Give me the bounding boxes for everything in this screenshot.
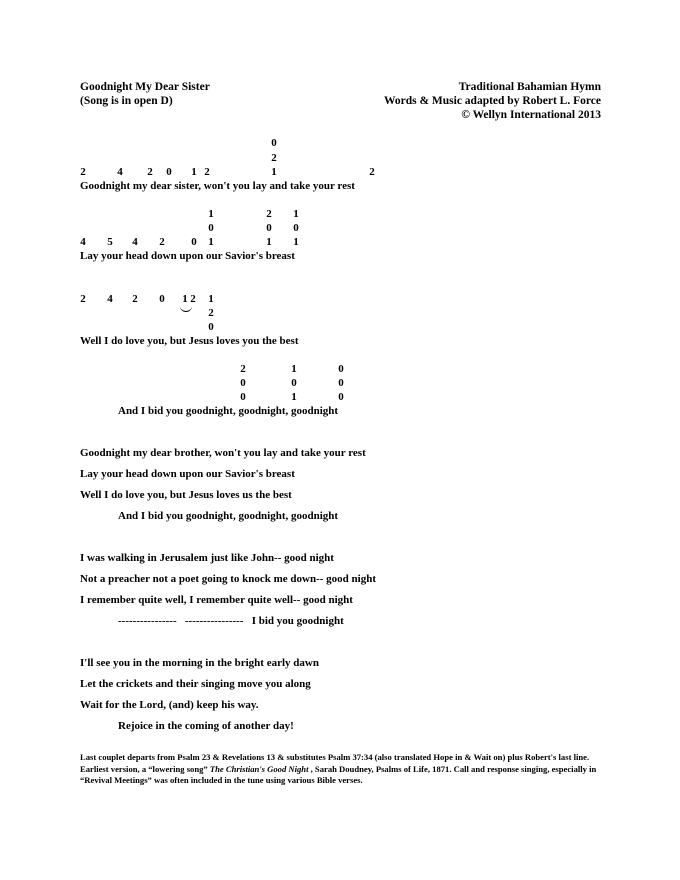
tab-number: 0: [240, 391, 246, 403]
tab-number: 2: [208, 307, 214, 319]
tab-number: 1: [271, 166, 277, 178]
tab-number: 2: [159, 236, 165, 248]
tab-number: 2: [240, 363, 246, 375]
lyric-line: Goodnight my dear sister, won't you lay and take your rest: [80, 180, 355, 192]
tab-number: 1: [266, 236, 272, 248]
slur-mark: [180, 305, 192, 312]
tab-number: 2: [190, 293, 196, 305]
song-title: Goodnight My Dear Sister: [80, 81, 210, 93]
footnote-work-title: The Christian's Good Night: [209, 763, 309, 774]
tab-number: 1: [208, 293, 214, 305]
lyric-line: I'll see you in the morning in the bright early dawn: [80, 657, 319, 669]
lyric-line: Goodnight my dear brother, won't you lay and take your rest: [80, 447, 366, 459]
tab-number: 2: [204, 166, 210, 178]
tab-number: 5: [107, 236, 113, 248]
tab-number: 4: [117, 166, 123, 178]
lyric-line: Lay your head down upon our Savior's breast: [80, 250, 295, 262]
tab-number: 0: [271, 137, 277, 149]
tab-number: 0: [191, 236, 197, 248]
tab-number: 1: [208, 208, 214, 220]
song-copyright: © Wellyn International 2013: [461, 109, 601, 121]
lyric-line: ---------------- ---------------- I bid you goodnight: [118, 615, 344, 627]
song-subtitle: (Song is in open D): [80, 95, 173, 107]
tab-number: 2: [132, 293, 138, 305]
song-origin: Traditional Bahamian Hymn: [458, 81, 601, 93]
tab-number: 4: [132, 236, 138, 248]
tab-number: 2: [271, 152, 277, 164]
tab-number: 0: [240, 377, 246, 389]
tab-number: 0: [266, 222, 272, 234]
tab-number: 4: [107, 293, 113, 305]
tab-number: 0: [291, 377, 297, 389]
lyric-line: Let the crickets and their singing move you along: [80, 678, 311, 690]
footnote: [80, 752, 610, 787]
tab-number: 2: [147, 166, 153, 178]
song-credits: Words & Music adapted by Robert L. Force: [383, 95, 601, 107]
tab-number: 0: [166, 166, 172, 178]
tab-number: 4: [80, 236, 86, 248]
tab-number: 0: [208, 222, 214, 234]
lyric-line: Well I do love you, but Jesus loves you the best: [80, 335, 299, 347]
lyric-line: Rejoice in the coming of another day!: [118, 720, 294, 732]
tab-number: 2: [266, 208, 272, 220]
lyric-line: Not a preacher not a poet going to knock me down-- good night: [80, 573, 376, 585]
tab-number: 1: [208, 236, 214, 248]
tab-number: 0: [293, 222, 299, 234]
lyric-line: I remember quite well, I remember quite well-- good night: [80, 594, 353, 606]
tab-number: 0: [159, 293, 165, 305]
lyric-line: I was walking in Jerusalem just like John-- good night: [80, 552, 334, 564]
tab-number: 0: [338, 377, 344, 389]
lyric-line: And I bid you goodnight, goodnight, goodnight: [118, 510, 339, 522]
lyric-line: Well I do love you, but Jesus loves us the best: [80, 489, 292, 501]
tab-number: 2: [80, 293, 86, 305]
tab-number: 1: [293, 208, 299, 220]
lyric-line: Lay your head down upon our Savior's breast: [80, 468, 295, 480]
tab-number: 1: [291, 391, 297, 403]
tab-number: 0: [338, 391, 344, 403]
tab-number: 2: [80, 166, 86, 178]
tab-number: 2: [369, 166, 375, 178]
lyric-line: Wait for the Lord, (and) keep his way.: [80, 699, 259, 711]
footnote-part2: , Sarah Doudney, Psalms of Life, 1871. Call and response singing, especially in “Revival Meetings” was often included in the tune using various Bible verses.: [80, 763, 597, 785]
tab-number: 1: [191, 166, 197, 178]
tab-number: 0: [208, 321, 214, 333]
footnote-part1: Last couplet departs from Psalm 23 & Revelations 13 & substitutes Psalm 37:34 (also translated Hope in & Wait on) plus Robert's last line. Earliest version, a “lowering song”: [80, 752, 590, 774]
lyric-line: And I bid you goodnight, goodnight, goodnight: [118, 405, 339, 417]
tab-number: 1: [182, 293, 188, 305]
tab-number: 1: [293, 236, 299, 248]
tab-number: 0: [338, 363, 344, 375]
tab-number: 1: [291, 363, 297, 375]
